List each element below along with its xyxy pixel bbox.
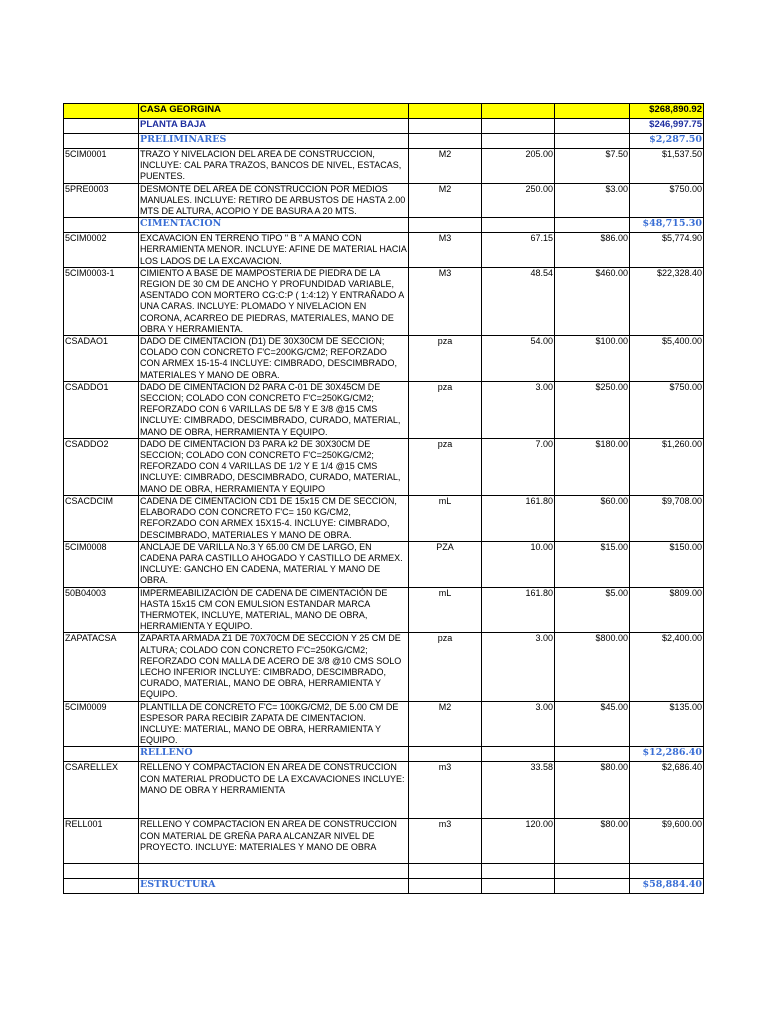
item-amount: $150.00 xyxy=(630,541,704,587)
item-amount: $5,400.00 xyxy=(630,336,704,382)
item-quantity: 161.80 xyxy=(482,495,555,541)
item-quantity: 120.00 xyxy=(482,819,555,864)
item-amount: $2,686.40 xyxy=(630,762,704,819)
table-row xyxy=(64,762,704,819)
item-unit-price: $100.00 xyxy=(555,336,630,382)
item-unit-price: $86.00 xyxy=(555,233,630,268)
item-description: ANCLAJE DE VARILLA No.3 Y 65.00 CM DE LARGO, EN CADENA PARA CASTILLO AHOGADO Y CASTILLO DE ARMEX. INCLUYE: GANCHO EN CADENA, MATERIAL Y MANO DE OBRA. xyxy=(139,541,409,587)
item-amount: $1,537.50 xyxy=(630,149,704,184)
table-row xyxy=(64,819,704,864)
item-quantity: 48.54 xyxy=(482,267,555,335)
item-quantity: 3.00 xyxy=(482,381,555,438)
item-unit: M3 xyxy=(409,233,482,268)
level-row xyxy=(64,119,704,134)
item-unit: mL xyxy=(409,495,482,541)
table-row xyxy=(64,183,704,218)
item-description: TRAZO Y NIVELACION DEL AREA DE CONSTRUCCION, INCLUYE: CAL PARA TRAZOS, BANCOS DE NIVEL, ESTACAS, PUENTES. xyxy=(139,149,409,184)
item-unit-price: $250.00 xyxy=(555,381,630,438)
table-row xyxy=(64,233,704,268)
item-description: RELLENO Y COMPACTACION EN AREA DE CONSTRUCCION CON MATERIAL PRODUCTO DE LA EXCAVACIONES INCLUYE: MANO DE OBRA Y HERRAMIENTA xyxy=(139,762,409,819)
item-quantity: 67.15 xyxy=(482,233,555,268)
item-quantity: 54.00 xyxy=(482,336,555,382)
item-description: DADO DE CIMENTACION D2 PARA C-01 DE 30X45CM DE SECCION; COLADO CON CONCRETO F'C=250KG/CM2; REFORZADO CON 6 VARILLAS DE 5/8 Y E 3/8 @15 CMS INCLUYE: CIMBRADO, DESCIMBRADO, CURADO, MATERIAL, MANO DE OBRA, HERRAMIENTA Y EQUIPO. xyxy=(139,381,409,438)
table-row xyxy=(64,495,704,541)
item-unit: PZA xyxy=(409,541,482,587)
item-code: CSACDCIM xyxy=(64,495,139,541)
item-quantity: 7.00 xyxy=(482,438,555,495)
item-description: IMPERMEABILIZACIÓN DE CADENA DE CIMENTACIÓN DE HASTA 15x15 CM CON EMULSION ESTANDAR MARCA THERMOTEK, INCLUYE, MATERIAL, MANO DE OBRA, HERRAMIENTA Y EQUIPO. xyxy=(139,587,409,633)
table-row xyxy=(64,267,704,335)
project-row xyxy=(64,104,704,119)
project-name: CASA GEORGINA xyxy=(139,104,409,119)
item-unit: pza xyxy=(409,336,482,382)
item-amount: $1,260.00 xyxy=(630,438,704,495)
item-quantity: 3.00 xyxy=(482,701,555,747)
item-quantity: 3.00 xyxy=(482,633,555,701)
section-title: PRELIMINARES xyxy=(139,134,409,149)
item-unit: pza xyxy=(409,381,482,438)
item-code: CSADAO1 xyxy=(64,336,139,382)
table-row xyxy=(64,541,704,587)
table-row xyxy=(64,587,704,633)
item-code: CSARELLEX xyxy=(64,762,139,819)
item-amount: $9,600.00 xyxy=(630,819,704,864)
item-amount: $22,328.40 xyxy=(630,267,704,335)
item-quantity: 10.00 xyxy=(482,541,555,587)
item-amount: $2,400.00 xyxy=(630,633,704,701)
section-row xyxy=(64,134,704,149)
item-description: RELLENO Y COMPACTACION EN AREA DE CONSTRUCCION CON MATERIAL DE GREÑA PARA ALCANZAR NIVEL DE PROYECTO. INCLUYE: MATERIALES Y MANO DE OBRA xyxy=(139,819,409,864)
item-quantity: 161.80 xyxy=(482,587,555,633)
item-unit-price: $3.00 xyxy=(555,183,630,218)
item-description: PLANTILLA DE CONCRETO F'C= 100KG/CM2, DE 5.00 CM DE ESPESOR PARA RECIBIR ZAPATA DE CIMENTACION. INCLUYE: MATERIAL, MANO DE OBRA, HERRAMIENTA Y EQUIPO. xyxy=(139,701,409,747)
level-name: PLANTA BAJA xyxy=(139,119,409,134)
item-unit-price: $15.00 xyxy=(555,541,630,587)
item-quantity: 250.00 xyxy=(482,183,555,218)
level-total: $246,997.75 xyxy=(630,119,704,134)
item-code: 5CIM0009 xyxy=(64,701,139,747)
item-description: ZAPARTA ARMADA Z1 DE 70X70CM DE SECCION Y 25 CM DE ALTURA; COLADO CON CONCRETO F'C=250KG/CM2; REFORZADO CON MALLA DE ACERO DE 3/8 @10 CMS SOLO LECHO INFERIOR INCLUYE: CIMBRADO, DESCIMBRADO, CURADO, MATERIAL, MANO DE OBRA, HERRAMIENTA Y EQUIPO. xyxy=(139,633,409,701)
item-unit-price: $80.00 xyxy=(555,819,630,864)
item-unit: M3 xyxy=(409,267,482,335)
item-description: DADO DE CIMENTACION D3 PARA k2 DE 30X30CM DE SECCION; COLADO CON CONCRETO F'C=250KG/CM2; REFORZADO CON 4 VARILLAS DE 1/2 Y E 1/4 @15 CMS INCLUYE: CIMBRADO, DESCIMBRADO, CURADO, MATERIAL, MANO DE OBRA, HERRAMIENTA Y EQUIPO xyxy=(139,438,409,495)
section-row xyxy=(64,747,704,762)
item-code: 5CIM0003-1 xyxy=(64,267,139,335)
section-total: $48,715.30 xyxy=(630,218,704,233)
item-description: EXCAVACION EN TERRENO TIPO " B " A MANO CON HERRAMIENTA MENOR. INCLUYE: AFINE DE MATERIAL HACIA LOS LADOS DE LA EXCAVACION. xyxy=(140,233,407,266)
item-unit-price: $80.00 xyxy=(555,762,630,819)
section-title: RELLENO xyxy=(139,747,409,762)
item-amount: $750.00 xyxy=(630,183,704,218)
item-code: 5CIM0002 xyxy=(64,233,139,268)
item-code: 5CIM0001 xyxy=(64,149,139,184)
item-description: DADO DE CIMENTACION (D1) DE 30X30CM DE SECCION; COLADO CON CONCRETO F'C=200KG/CM2; REFORZADO CON ARMEX 15-15-4 INCLUYE: CIMBRADO, DESCIMBRADO, MATERIALES Y MANO DE OBRA. xyxy=(139,336,409,382)
item-quantity: 205.00 xyxy=(482,149,555,184)
item-quantity: 33.58 xyxy=(482,762,555,819)
item-unit: pza xyxy=(409,438,482,495)
section-title: CIMENTACION xyxy=(139,218,409,233)
table-row xyxy=(64,336,704,382)
section-row xyxy=(64,218,704,233)
section-total: $58,884.40 xyxy=(630,879,704,894)
table-row xyxy=(64,438,704,495)
section-row xyxy=(64,879,704,894)
item-unit-price: $7.50 xyxy=(555,149,630,184)
item-amount: $5,774.90 xyxy=(630,233,704,268)
item-unit-price: $180.00 xyxy=(555,438,630,495)
section-total: $12,286.40 xyxy=(630,747,704,762)
item-code: ZAPATACSA xyxy=(64,633,139,701)
item-unit: m3 xyxy=(409,762,482,819)
section-title: ESTRUCTURA xyxy=(139,879,409,894)
item-code: 5PRE0003 xyxy=(64,183,139,218)
budget-table xyxy=(63,103,704,894)
item-amount: $135.00 xyxy=(630,701,704,747)
item-unit: mL xyxy=(409,587,482,633)
item-unit-price: $60.00 xyxy=(555,495,630,541)
section-total: $2,287.50 xyxy=(630,134,704,149)
item-unit: M2 xyxy=(409,149,482,184)
item-amount: $809.00 xyxy=(630,587,704,633)
table-row xyxy=(64,701,704,747)
spacer-row xyxy=(64,864,704,879)
item-amount: $750.00 xyxy=(630,381,704,438)
table-row xyxy=(64,381,704,438)
item-unit: pza xyxy=(409,633,482,701)
item-unit-price: $460.00 xyxy=(555,267,630,335)
item-code: 50B04003 xyxy=(64,587,139,633)
item-description: CADENA DE CIMENTACION CD1 DE 15x15 CM DE SECCION, ELABORADO CON CONCRETO F'C= 150 KG/CM2, REFORZADO CON ARMEX 15X15-4. INCLUYE: CIMBRADO, DESCIMBRADO, MATERIALES Y MANO DE OBRA. xyxy=(139,495,409,541)
item-amount: $9,708.00 xyxy=(630,495,704,541)
item-unit-price: $5.00 xyxy=(555,587,630,633)
item-unit-price: $45.00 xyxy=(555,701,630,747)
item-code: CSADDO2 xyxy=(64,438,139,495)
item-code: CSADDO1 xyxy=(64,381,139,438)
item-unit-price: $800.00 xyxy=(555,633,630,701)
item-unit: M2 xyxy=(409,701,482,747)
project-total: $268,890.92 xyxy=(630,104,704,119)
item-unit: M2 xyxy=(409,183,482,218)
table-row xyxy=(64,633,704,701)
item-description: CIMIENTO A BASE DE MAMPOSTERIA DE PIEDRA DE LA REGION DE 30 CM DE ANCHO Y PROFUNDIDAD VARIABLE, ASENTADO CON MORTERO CG:C:P ( 1:4:12) Y ENTRAÑADO A UNA CARAS. INCLUYE: PLOMADO Y NIVELACION EN CORONA, ACARREO DE PIEDRAS, MATERIALES, MANO DE OBRA Y HERRAMIENTA. xyxy=(139,267,409,335)
item-code: 5CIM0008 xyxy=(64,541,139,587)
table-row xyxy=(64,149,704,184)
item-description: DESMONTE DEL AREA DE CONSTRUCCION POR MEDIOS MANUALES. INCLUYE: RETIRO DE ARBUSTOS DE HASTA 2.00 MTS DE ALTURA, ACOPIO Y DE BASURA A 20 MTS. xyxy=(139,183,409,218)
item-code: RELL001 xyxy=(64,819,139,864)
item-unit: m3 xyxy=(409,819,482,864)
